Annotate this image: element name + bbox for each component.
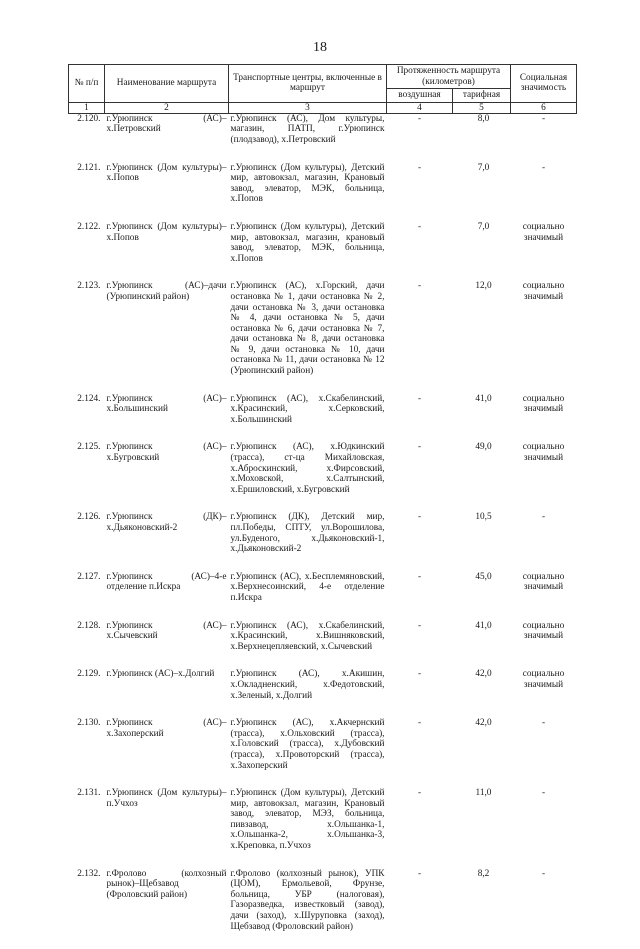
social-significance: -: [541, 162, 546, 173]
table-row: [69, 669, 577, 718]
tariff-distance: 42,0: [475, 718, 492, 729]
air-distance: -: [417, 221, 422, 232]
route-number: 2.122.: [77, 221, 101, 232]
route-name: г.Урюпинск (АС)–х.Долгий: [106, 669, 215, 680]
routes-table: [68, 64, 577, 949]
social-significance: -: [541, 113, 546, 124]
route-number: 2.124.: [77, 393, 101, 404]
route-name: г.Урюпинск (Дом культуры)–п.Учхоз: [106, 788, 227, 809]
route-number: 2.130.: [77, 718, 101, 729]
air-distance: -: [417, 162, 422, 173]
air-distance: -: [417, 718, 422, 729]
social-significance: -: [541, 788, 546, 799]
route-name: г.Урюпинск (АС)–х.Большинский: [106, 393, 227, 415]
air-distance: -: [417, 868, 422, 879]
route-name: г.Фролово (колхозный рынок)–Щебзавод (Фроловский район): [106, 868, 227, 900]
header-air-distance: воздушная: [387, 89, 453, 103]
route-name: г.Урюпинск (АС)–х.Сычевский: [106, 620, 227, 642]
header-tariff-distance: тарифная: [453, 89, 511, 103]
route-number: 2.129.: [77, 669, 101, 680]
table-row: [69, 281, 577, 393]
social-significance: социально значимый: [522, 669, 565, 690]
route-centers: г.Урюпинск (АС), Дом культуры, магазин, ПАТП, г.Урюпинск (плодзавод), х.Петровский: [230, 113, 385, 145]
table-row: [69, 163, 577, 222]
table-row: [69, 869, 577, 949]
header-num: № п/п: [69, 65, 105, 103]
social-significance: -: [541, 512, 546, 523]
route-number: 2.121.: [77, 162, 101, 173]
table-row: [69, 788, 577, 869]
tariff-distance: 12,0: [475, 281, 492, 292]
social-significance: социально значимый: [522, 221, 565, 243]
route-name: г.Урюпинск (АС)–х.Захоперский: [106, 718, 227, 739]
page-number: 18: [313, 40, 327, 55]
table-row: [69, 222, 577, 281]
route-number: 2.127.: [77, 571, 101, 582]
column-number: 2: [105, 102, 229, 113]
column-number: 4: [387, 102, 453, 113]
header-social-significance: Социальная значимость: [511, 65, 577, 103]
tariff-distance: 11,0: [475, 788, 492, 799]
tariff-distance: 41,0: [475, 393, 492, 404]
route-number: 2.128.: [77, 620, 101, 631]
column-number: 3: [229, 102, 387, 113]
air-distance: -: [417, 442, 422, 453]
route-centers: г.Урюпинск (АС), х.Акчернский (трасса), х.Ольховский (трасса), х.Головский (трасса), х.Дубовский (трасса), х.Провоторский (трасса), х.Захоперский: [230, 718, 385, 771]
social-significance: -: [541, 718, 546, 729]
route-centers: г.Урюпинск (АС), х.Бесплемяновский, х.Верхнесоинский, 4-е отделение п.Искра: [230, 571, 385, 603]
tariff-distance: 10,5: [475, 512, 492, 523]
air-distance: -: [417, 113, 422, 124]
air-distance: -: [417, 281, 422, 292]
route-number: 2.131.: [77, 788, 101, 799]
tariff-distance: 41,0: [475, 620, 492, 631]
air-distance: -: [417, 620, 422, 631]
social-significance: социально значимый: [522, 571, 565, 593]
tariff-distance: 8,0: [477, 113, 490, 124]
route-name: г.Урюпинск (ДК)–х.Дьяконовский-2: [106, 512, 227, 533]
table-row: [69, 512, 577, 571]
tariff-distance: 42,0: [475, 669, 492, 680]
route-centers: г.Урюпинск (АС), х.Скабелинский, х.Красинский, х.Вишняковский, х.Верхнецепляевский, х.Сычевский: [230, 620, 385, 652]
route-name: г.Урюпинск (АС)–х.Петровский: [106, 113, 227, 135]
route-centers: г.Урюпинск (АС), х.Юдкинский (трасса), ст-ца Михайловская, х.Аброскинский, х.Фирсовский, х.Моховской, х.Салтынский, х.Ершиловский, х.Бугровский: [230, 442, 385, 495]
social-significance: социально значимый: [522, 281, 565, 302]
table-row: [69, 442, 577, 512]
air-distance: -: [417, 788, 422, 799]
table-row: [69, 113, 577, 162]
header-route-name: Наименование маршрута: [105, 65, 229, 103]
social-significance: социально значимый: [522, 393, 565, 415]
route-centers: г.Урюпинск (Дом культуры), Детский мир, автовокзал, магазин, Крановый завод, элеватор, МЭК, больница, х.Попов: [230, 162, 385, 205]
route-number: 2.132.: [77, 868, 101, 879]
tariff-distance: 8,2: [477, 868, 490, 879]
route-number: 2.123.: [77, 281, 101, 292]
tariff-distance: 7,0: [477, 221, 490, 232]
route-centers: г.Фролово (колхозный рынок), УПК (ЦОМ), Ермольевой, Фрунзе, больница, УБР (налоговая), Газоразведка, известковый (завод), дачи (заход), х.Шуруповка (заход), Щебзавод (Фроловский район): [230, 868, 385, 932]
route-number: 2.120.: [77, 113, 101, 124]
social-significance: -: [541, 868, 546, 879]
route-number: 2.126.: [77, 512, 101, 523]
route-centers: г.Урюпинск (ДК), Детский мир, пл.Победы, СПТУ, ул.Ворошилова, ул.Буденого, х.Дьяконовский-1, х.Дьяконовский-2: [230, 512, 385, 555]
route-centers: г.Урюпинск (АС), х.Скабелинский, х.Красинский, х.Серковский, х.Большинский: [230, 393, 385, 425]
air-distance: -: [417, 571, 422, 582]
route-centers: г.Урюпинск (Дом культуры), Детский мир, автовокзал, магазин, Крановый завод, элеватор, МЭЗ, больница, пивзавод, х.Ольшанка-1, х.Ольшанка-2, х.Ольшанка-3, х.Креповка, п.Учхоз: [230, 788, 385, 852]
tariff-distance: 7,0: [477, 162, 490, 173]
header-route-length: Протяженность маршрута (километров): [387, 65, 511, 89]
table-row: [69, 621, 577, 670]
tariff-distance: 45,0: [475, 571, 492, 582]
air-distance: -: [417, 512, 422, 523]
column-number: 5: [453, 102, 511, 113]
air-distance: -: [417, 393, 422, 404]
table-row: [69, 394, 577, 443]
route-name: г.Урюпинск (Дом культуры)–х.Попов: [106, 162, 227, 184]
route-number: 2.125.: [77, 442, 101, 453]
air-distance: -: [417, 669, 422, 680]
route-centers: г.Урюпинск (АС), х.Акишин, х.Окладненский, х.Федотовский, х.Зеленый, х.Долгий: [230, 669, 385, 701]
route-name: г.Урюпинск (АС)–4-е отделение п.Искра: [106, 571, 227, 593]
social-significance: социально значимый: [522, 442, 565, 464]
route-name: г.Урюпинск (АС)–х.Бугровский: [106, 442, 227, 464]
route-centers: г.Урюпинск (Дом культуры), Детский мир, автовокзал, магазин, крановый завод, элеватор, МЭК, больница, х.Попов: [230, 221, 385, 264]
route-name: г.Урюпинск (Дом культуры)–х.Попов: [106, 221, 227, 243]
tariff-distance: 49,0: [475, 442, 492, 453]
route-name: г.Урюпинск (АС)–дачи (Урюпинский район): [106, 281, 227, 302]
column-number: 6: [511, 102, 577, 113]
social-significance: социально значимый: [522, 620, 565, 642]
header-transport-centers: Транспортные центры, включенные в маршрут: [229, 65, 387, 103]
route-centers: г.Урюпинск (АС), х.Горский, дачи остановка № 1, дачи остановка № 2, дачи остановка № 3, дачи остановка № 4, дачи остановка № 5, дачи остановка № 6, дачи остановка № 7, дачи остановка № 8, дачи остановка № 9, дачи остановка № 10, дачи остановка № 11, дачи остановка № 12 (Урюпинский район): [230, 281, 385, 377]
table-row: [69, 718, 577, 788]
routes-table-body: [69, 113, 577, 949]
column-number: 1: [69, 102, 105, 113]
table-row: [69, 572, 577, 621]
